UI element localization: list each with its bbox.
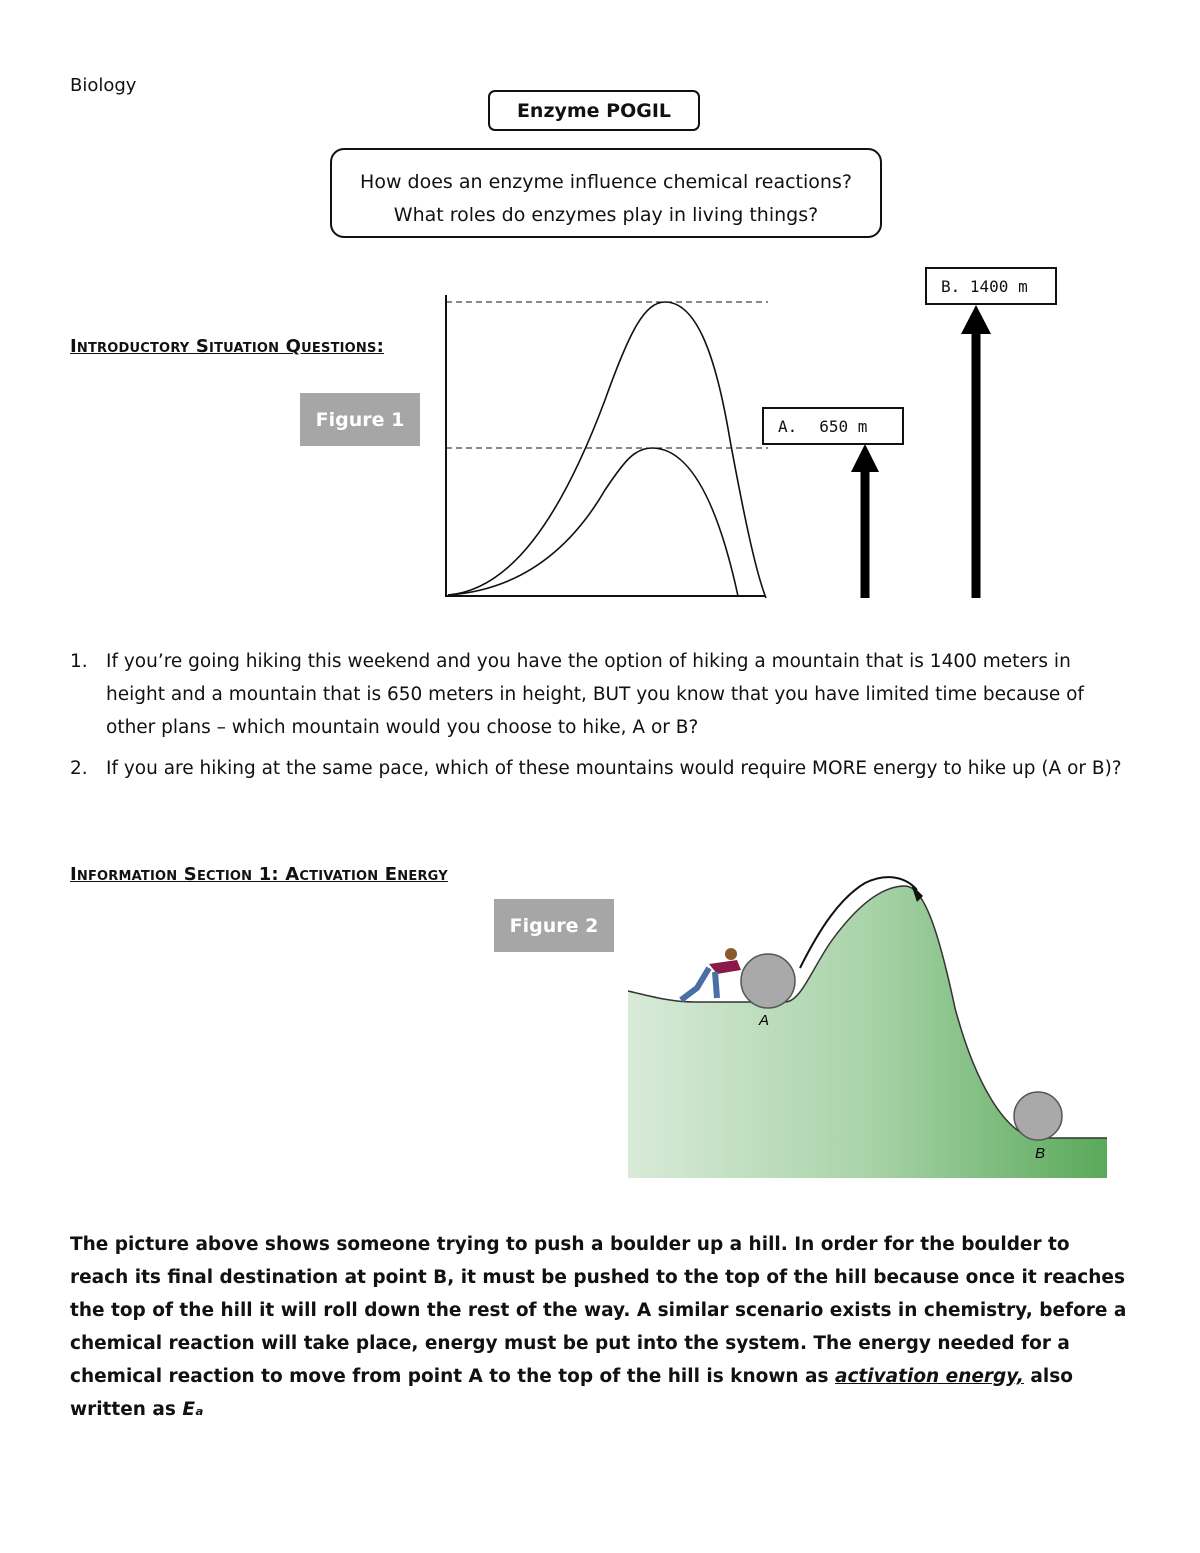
activation-energy-paragraph bbox=[70, 1228, 1130, 1426]
figure-1-label: Figure 1 bbox=[300, 393, 420, 446]
person-pushing bbox=[681, 948, 741, 1000]
question-number: 1. bbox=[70, 651, 88, 672]
question-text: If you’re going hiking this weekend and you have the option of hiking a mountain that is 1400 meters in height and a mountain that is 650 meters in height, BUT you know that you have limited time because of other plans – which mountain would you choose to hike, A or B? bbox=[106, 651, 1084, 738]
mountain-a-height: 650 m bbox=[819, 416, 868, 436]
paragraph-text: The picture above shows someone trying to push a boulder up a hill. In order for the boulder to reach its final destination at point B, it must be pushed to the top of the hill because once it reaches the top of the hill it will roll down the rest of the way. A similar scenario exists in chemistry, before a chemical reaction will take place, energy must be put into the system. The energy needed for a chemical reaction to move from point A to the top of the hill is known as bbox=[70, 1234, 1127, 1387]
figure-2-boulder-hill bbox=[625, 868, 1110, 1180]
figure-1-mountains bbox=[440, 290, 780, 605]
activation-energy-symbol: Eₐ bbox=[182, 1399, 204, 1420]
guiding-question: What roles do enzymes play in living things? bbox=[393, 204, 819, 226]
mountain-a-curve bbox=[448, 448, 738, 596]
mountain-b-curve bbox=[448, 302, 766, 598]
info-section-heading: Information Section 1: Activation Energy bbox=[70, 864, 448, 885]
intro-section-heading: Introductory Situation Questions: bbox=[70, 336, 384, 357]
point-a-label: A bbox=[759, 1012, 770, 1029]
boulder-b bbox=[1014, 1092, 1062, 1140]
question-list bbox=[70, 645, 1130, 785]
mountain-a-letter: A. bbox=[778, 416, 798, 436]
page-title: Enzyme POGIL bbox=[488, 90, 700, 131]
list-item bbox=[70, 645, 1130, 744]
question-number: 2. bbox=[70, 758, 88, 779]
guiding-question: How does an enzyme influence chemical reactions? bbox=[360, 171, 852, 193]
arrow-a-head bbox=[851, 444, 879, 472]
height-arrows bbox=[840, 300, 1000, 602]
point-b-label: B bbox=[1035, 1145, 1046, 1162]
mountain-b-label: B. 1400 m bbox=[925, 267, 1057, 305]
list-item bbox=[70, 752, 1130, 785]
figure-2-label: Figure 2 bbox=[494, 899, 614, 952]
mountain-a-label bbox=[762, 407, 904, 445]
question-text: If you are hiking at the same pace, which of these mountains would require MORE energy to hike up (A or B)? bbox=[106, 758, 1122, 779]
arrow-b-head bbox=[961, 305, 991, 334]
activation-energy-term: activation energy, bbox=[834, 1366, 1024, 1387]
paragraph-text-after: also written as bbox=[70, 1366, 1073, 1420]
guiding-questions-box bbox=[330, 148, 882, 238]
boulder-a bbox=[741, 954, 795, 1008]
subject-label: Biology bbox=[70, 75, 137, 96]
